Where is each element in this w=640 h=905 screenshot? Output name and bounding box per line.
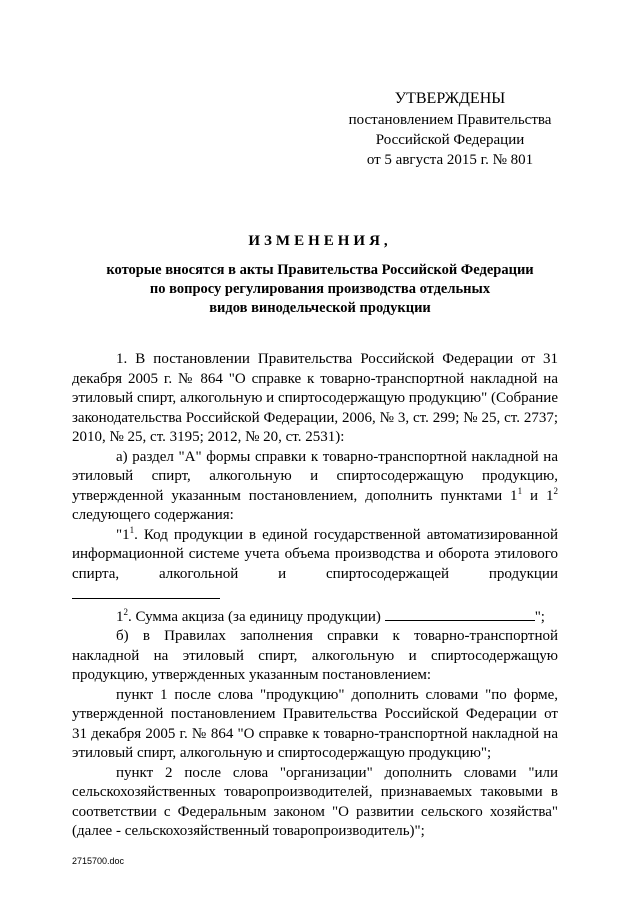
paragraph-2-sup-2: 2	[553, 485, 558, 496]
paragraph-6: пункт 1 после слова "продукцию" дополнить словами "по форме, утвержденной постановлением Правительства Российской Федерации от 31 декабря 2005 г. № 864 "О справке к товарно-транспортной накладной на этиловый спирт, алкогольную и спиртосодержащую продукцию";	[72, 686, 558, 761]
paragraph-2-sup-1: 1	[517, 485, 523, 496]
paragraph-2-text: а) раздел "А" формы справки к товарно-транспортной накладной на этиловый спирт, алкогольную и спиртосодержащую продукцию, утвержденной указанным постановлением, дополнить пунктами 1	[72, 448, 558, 504]
approval-block	[330, 88, 570, 170]
approval-title: УТВЕРЖДЕНЫ	[394, 90, 506, 107]
paragraph-3	[72, 526, 558, 606]
paragraph-2	[72, 448, 558, 526]
excise-blank-line	[385, 606, 535, 621]
code-blank-line	[72, 584, 220, 599]
paragraph-5: б) в Правилах заполнения справки к товарно-транспортной накладной на этиловый спирт, алкогольную и спиртосодержащую продукцию, утвержденных указанным постановлением:	[72, 628, 558, 683]
paragraph-3-sup: 1	[129, 524, 135, 535]
document-subtitle	[70, 261, 570, 318]
document-title: ИЗМЕНЕНИЯ,	[248, 233, 392, 249]
approval-line-2: Российской Федерации	[375, 132, 525, 148]
paragraph-2-end: следующего содержания:	[72, 507, 234, 523]
approval-line-1: постановлением Правительства	[348, 112, 552, 128]
paragraph-2-mid: и 1	[522, 487, 554, 504]
paragraph-4-pre: 1	[116, 608, 124, 625]
subtitle-line-2: по вопросу регулирования производства отдельных	[149, 281, 491, 297]
subtitle-line-1: которые вносятся в акты Правительства Российской Федерации	[106, 262, 534, 278]
document-body	[72, 350, 558, 842]
paragraph-4-text: . Сумма акциза (за единицу продукции)	[128, 608, 381, 625]
paragraph-4	[72, 606, 558, 628]
paragraph-4-sup: 2	[123, 606, 128, 617]
paragraph-4-end: ";	[534, 608, 545, 625]
approval-line-3: от 5 августа 2015 г. № 801	[366, 152, 534, 168]
subtitle-line-3: видов винодельческой продукции	[209, 300, 431, 316]
paragraph-3-pre: "1	[116, 526, 130, 543]
footer-filename: 2715700.doc	[72, 856, 125, 866]
paragraph-1: 1. В постановлении Правительства Российской Федерации от 31 декабря 2005 г. № 864 "О справке к товарно-транспортной накладной на этиловый спирт, алкогольную и спиртосодержащую продукцию" (Собрание законодательства Российской Федерации, 2006, № 3, ст. 299; № 25, ст. 2737; 2010, № 25, ст. 3195; 2012, № 20, ст. 2531):	[72, 351, 558, 445]
paragraph-3-text: . Код продукции в единой государственной автоматизированной информационной системе учета объема производства и оборота этилового спирта, алкогольной и спиртосодержащей продукции	[72, 526, 558, 582]
paragraph-7: пункт 2 после слова "организации" дополнить словами "или сельскохозяйственных товаропроизводителей, признаваемых таковыми в соответствии с Федеральным законом "О развитии сельского хозяйства" (далее - сельскохозяйственный товаропроизводитель)";	[72, 764, 558, 839]
